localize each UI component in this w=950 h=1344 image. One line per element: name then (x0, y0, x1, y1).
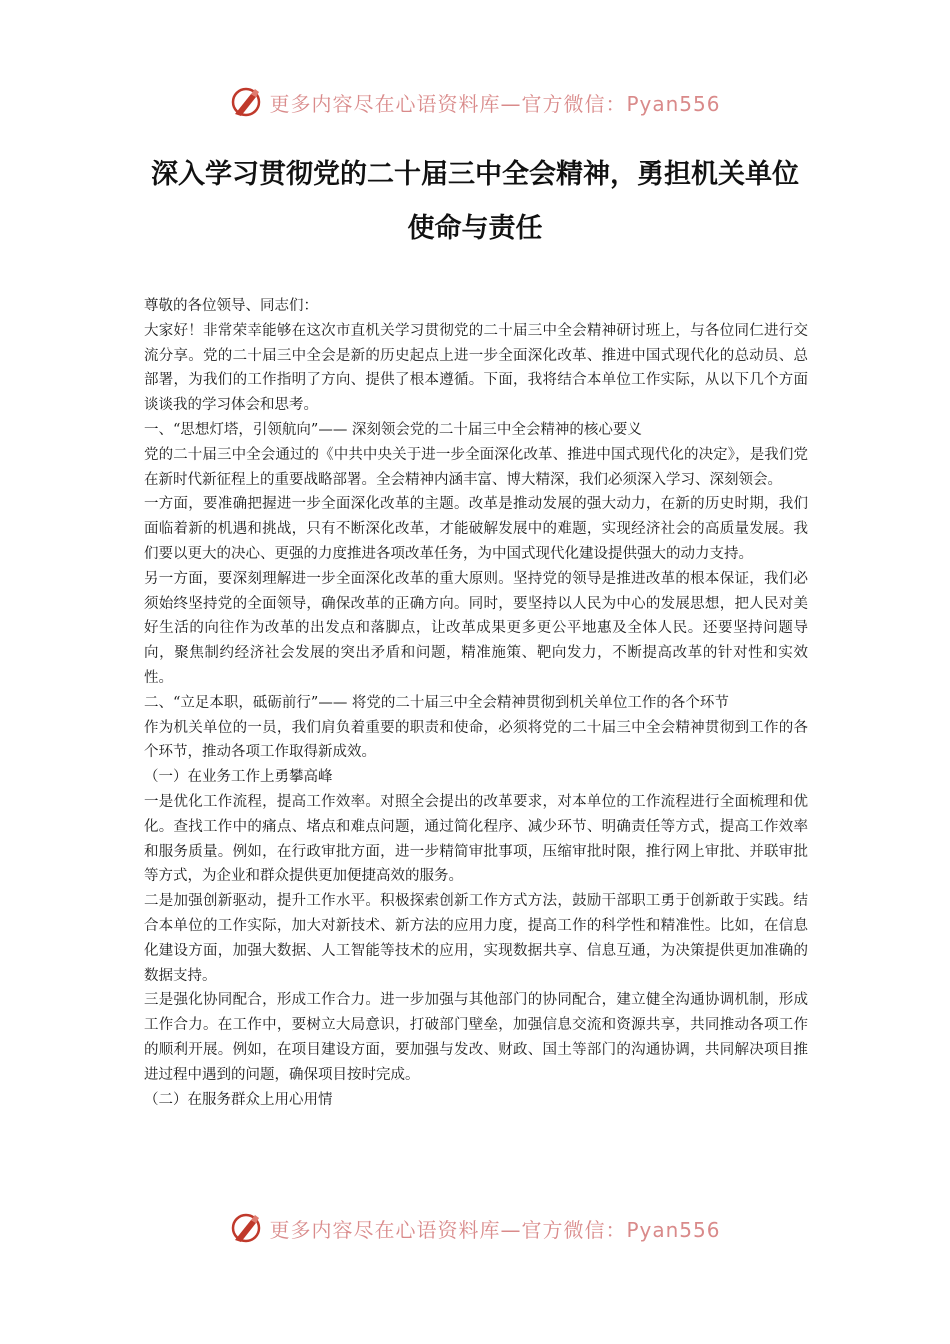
paragraph: 党的二十届三中全会通过的《中共中央关于进一步全面深化改革、推进中国式现代化的决定》，是我们党在新时代新征程上的重要战略部署。全会精神内涵丰富、博大精深，我们必须深入学习、深刻领会。 (144, 446, 808, 488)
section-heading: 二、“立足本职，砥砺前行”—— 将党的二十届三中全会精神贯彻到机关单位工作的各个环节 (144, 694, 729, 711)
watermark-banner-top (0, 82, 950, 122)
section-heading: 一、“思想灯塔，引领航向”—— 深刻领会党的二十届三中全会精神的核心要义 (144, 421, 642, 438)
document-body (144, 294, 808, 1112)
paragraph: 一是优化工作流程，提高工作效率。对照全会提出的改革要求，对本单位的工作流程进行全面梳理和优化。查找工作中的痛点、堵点和难点问题，通过简化程序、减少环节、明确责任等方式，提高工作效率和服务质量。例如，在行政审批方面，进一步精简审批事项，压缩审批时限，推行网上审批、并联审批等方式，为企业和群众提供更加便捷高效的服务。 (144, 793, 808, 885)
subsection-heading: （二）在服务群众上用心用情 (144, 1091, 333, 1108)
paragraph: 大家好！非常荣幸能够在这次市直机关学习贯彻党的二十届三中全会精神研讨班上，与各位同仁进行交流分享。党的二十届三中全会是新的历史起点上进一步全面深化改革、推进中国式现代化的总动员、总部署，为我们的工作指明了方向、提供了根本遵循。下面，我将结合本单位工作实际，从以下几个方面谈谈我的学习体会和思考。 (144, 322, 808, 414)
pen-nib-logo-icon (229, 1211, 263, 1245)
watermark-text: 更多内容尽在心语资料库—官方微信：Pyan556 (269, 91, 721, 116)
pen-nib-logo-icon (229, 85, 263, 119)
paragraph: 二是加强创新驱动，提升工作水平。积极探索创新工作方式方法，鼓励干部职工勇于创新敢于实践。结合本单位的工作实际，加大对新技术、新方法的应用力度，提高工作的科学性和精准性。比如，在信息化建设方面，加强大数据、人工智能等技术的应用，实现数据共享、信息互通，为决策提供更加准确的数据支持。 (144, 893, 808, 984)
paragraph: 三是强化协同配合，形成工作合力。进一步加强与其他部门的协同配合，建立健全沟通协调机制，形成工作合力。在工作中，要树立大局意识，打破部门壁垒，加强信息交流和资源共享，共同推动各项工作的顺利开展。例如，在项目建设方面，要加强与发改、财政、国土等部门的沟通协调，共同解决项目推进过程中遇到的问题，确保项目按时完成。 (144, 992, 808, 1083)
salutation: 尊敬的各位领导、同志们： (144, 298, 318, 314)
document-title: 深入学习贯彻党的二十届三中全会精神，勇担机关单位使命与责任 (151, 159, 799, 244)
subsection-heading: （一）在业务工作上勇攀高峰 (144, 769, 333, 786)
paragraph: 作为机关单位的一员，我们肩负着重要的职责和使命，必须将党的二十届三中全会精神贯彻到工作的各个环节，推动各项工作取得新成效。 (144, 719, 808, 761)
paragraph: 一方面，要准确把握进一步全面深化改革的主题。改革是推动发展的强大动力，在新的历史时期，我们面临着新的机遇和挑战，只有不断深化改革，才能破解发展中的难题，实现经济社会的高质量发展。我们要以更大的决心、更强的力度推进各项改革任务，为中国式现代化建设提供强大的动力支持。 (144, 496, 808, 562)
watermark-banner-bottom (0, 1208, 950, 1248)
watermark-text: 更多内容尽在心语资料库—官方微信：Pyan556 (269, 1217, 721, 1242)
paragraph: 另一方面，要深刻理解进一步全面深化改革的重大原则。坚持党的领导是推进改革的根本保证，我们必须始终坚持党的全面领导，确保改革的正确方向。同时，要坚持以人民为中心的发展思想，把人民对美好生活的向往作为改革的出发点和落脚点，让改革成果更多更公平地惠及全体人民。还要坚持问题导向，聚焦制约经济社会发展的突出矛盾和问题，精准施策、靶向发力，不断提高改革的针对性和实效性。 (144, 570, 808, 686)
